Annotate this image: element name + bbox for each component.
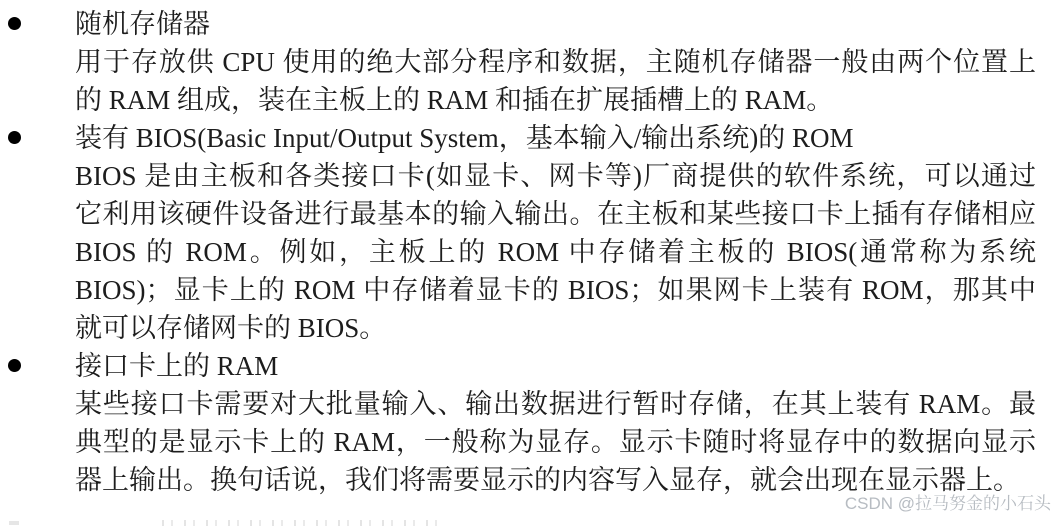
text-line: 的 RAM 组成，装在主板上的 RAM 和插在扩展插槽上的 RAM。 <box>75 85 834 115</box>
text-line: 器上输出。换句话说，我们将需要显示的内容写入显存，就会出现在显示器上。 <box>75 465 1020 495</box>
text-line: BIOS)；显卡上的 ROM 中存储着显卡的 BIOS；如果网卡上装有 ROM，那其中 <box>75 275 1036 305</box>
list-item-title: 接口卡上的 RAM <box>75 351 279 381</box>
list-item-title: 随机存储器 <box>75 9 210 39</box>
bullet-icon <box>8 359 21 372</box>
cutoff-next-line-bullet-fragment <box>9 521 19 525</box>
bullet-icon <box>8 131 21 144</box>
list-item-ram <box>0 5 1036 119</box>
text-line: BIOS 的 ROM。例如，主板上的 ROM 中存储着主板的 BIOS(通常称为系统 <box>75 237 1036 267</box>
cutoff-next-line-fragment <box>162 520 446 526</box>
bullet-icon <box>8 17 21 30</box>
text-line: 就可以存储网卡的 BIOS。 <box>75 313 387 343</box>
csdn-watermark: CSDN @拉马努金的小石头 <box>844 494 1051 513</box>
text-line: 典型的是显示卡上的 RAM，一般称为显存。显示卡随时将显存中的数据向显示 <box>75 427 1036 457</box>
text-line: 它利用该硬件设备进行最基本的输入输出。在主板和某些接口卡上插有存储相应 <box>75 199 1036 229</box>
list-item-title: 装有 BIOS(Basic Input/Output System，基本输入/输出系统)的 ROM <box>75 123 854 153</box>
text-line: 某些接口卡需要对大批量输入、输出数据进行暂时存储，在其上装有 RAM。最 <box>75 389 1036 419</box>
document-page <box>0 5 1036 499</box>
list-item-bios-rom <box>0 119 1036 347</box>
text-line: BIOS 是由主板和各类接口卡(如显卡、网卡等)厂商提供的软件系统，可以通过 <box>75 161 1036 191</box>
text-line: 用于存放供 CPU 使用的绝大部分程序和数据，主随机存储器一般由两个位置上 <box>75 47 1036 77</box>
list-item-interface-card-ram <box>0 347 1036 499</box>
